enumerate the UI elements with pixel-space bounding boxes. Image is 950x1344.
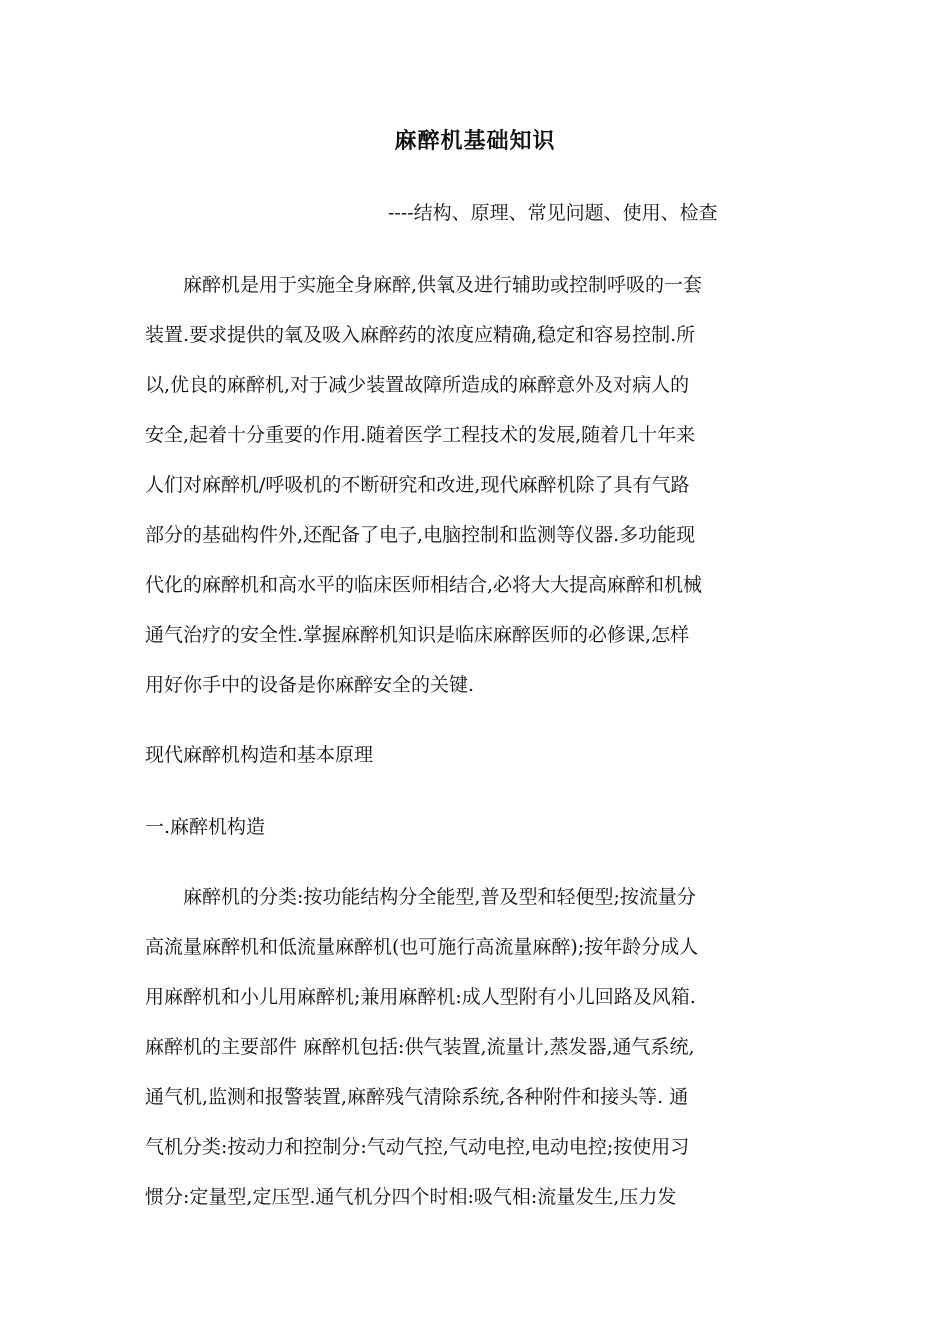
paragraph-line: 装置.要求提供的氧及吸入麻醉药的浓度应精确,稳定和容易控制.所 — [145, 324, 696, 346]
paragraph-line: 以,优良的麻醉机,对于减少装置故障所造成的麻醉意外及对病人的 — [145, 374, 690, 396]
paragraph-line: 通气机,监测和报警装置,麻醉残气清除系统,各种附件和接头等. 通 — [145, 1086, 689, 1108]
paragraph-line: 用麻醉机和小儿用麻醉机;兼用麻醉机:成人型附有小儿回路及风箱. — [145, 986, 696, 1008]
paragraph-line: 人们对麻醉机/呼吸机的不断研究和改进,现代麻醉机除了具有气路 — [145, 474, 690, 496]
paragraph-line: 惯分:定量型,定压型.通气机分四个时相:吸气相:流量发生,压力发 — [145, 1186, 677, 1208]
document-subtitle: ----结构、原理、常见问题、使用、检查 — [388, 202, 718, 224]
section-heading: 现代麻醉机构造和基本原理 — [145, 744, 374, 766]
document-title: 麻醉机基础知识 — [394, 128, 556, 154]
paragraph-line: 气机分类:按动力和控制分:气动气控,气动电控,电动电控;按使用习 — [145, 1136, 690, 1158]
paragraph-line: 通气治疗的安全性.掌握麻醉机知识是临床麻醉医师的必修课,怎样 — [145, 624, 690, 646]
paragraph-line: 麻醉机的主要部件 麻醉机包括:供气装置,流量计,蒸发器,通气系统, — [145, 1036, 695, 1058]
paragraph-line: 安全,起着十分重要的作用.随着医学工程技术的发展,随着几十年来 — [145, 424, 696, 446]
paragraph-line: 麻醉机是用于实施全身麻醉,供氧及进行辅助或控制呼吸的一套 — [145, 274, 703, 296]
paragraph-line: 部分的基础构件外,还配备了电子,电脑控制和监测等仪器.多功能现 — [145, 524, 696, 546]
subsection-heading: 一.麻醉机构造 — [145, 816, 266, 838]
paragraph-line: 代化的麻醉机和高水平的临床医师相结合,必将大大提高麻醉和机械 — [145, 574, 703, 596]
paragraph-line: 高流量麻醉机和低流量麻醉机(也可施行高流量麻醉);按年龄分成人 — [145, 936, 699, 958]
paragraph-line: 用好你手中的设备是你麻醉安全的关键. — [145, 674, 475, 696]
paragraph-line: 麻醉机的分类:按功能结构分全能型,普及型和轻便型;按流量分 — [145, 886, 696, 908]
